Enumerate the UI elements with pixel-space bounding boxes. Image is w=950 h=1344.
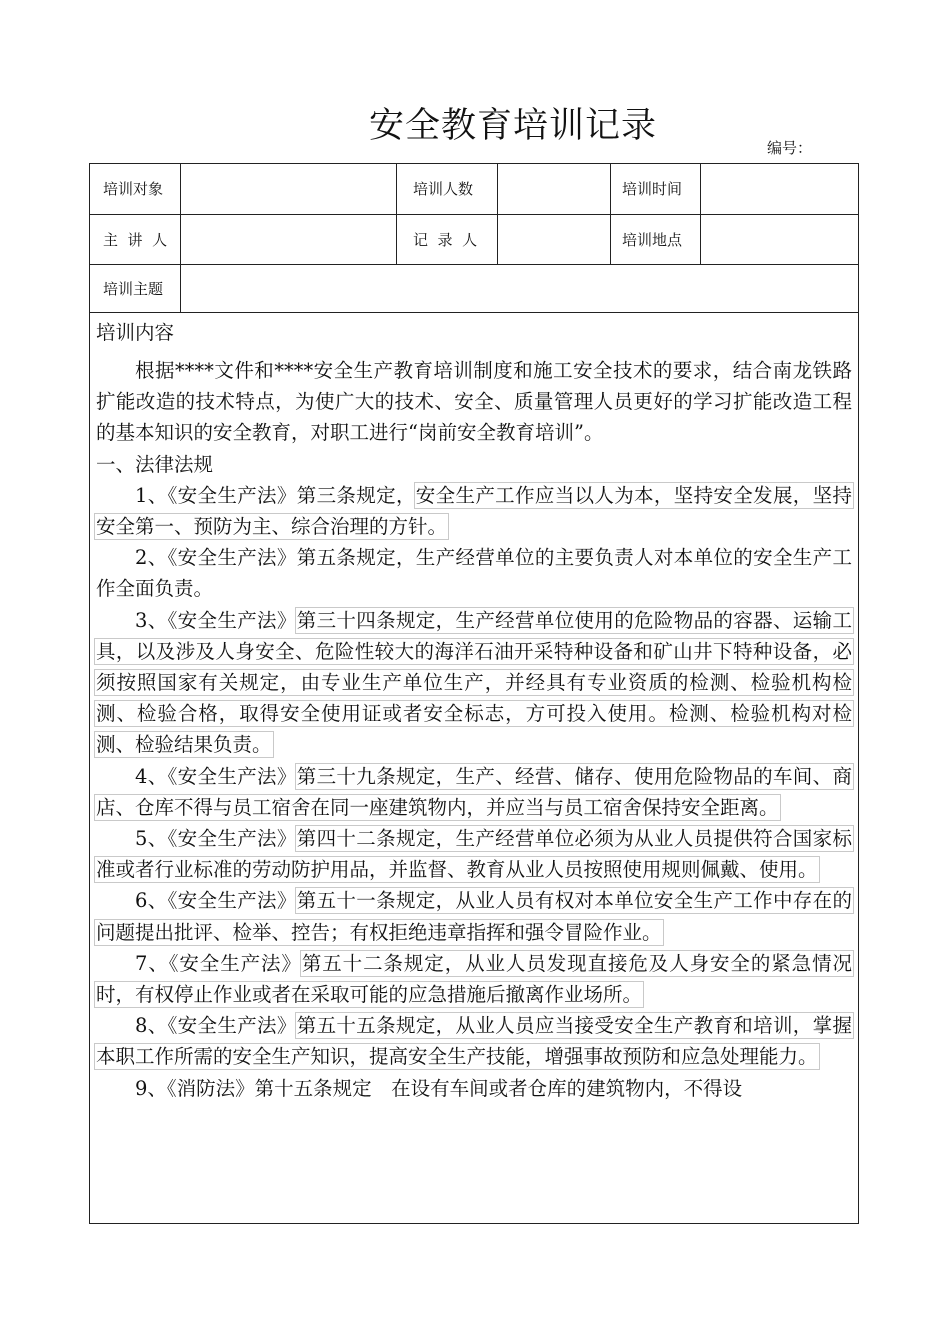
section-heading-laws: 一、法律法规 — [96, 452, 214, 476]
row-divider — [90, 214, 858, 215]
serial-number-label: 编号： — [767, 139, 813, 157]
law-item-body: 第五十一条规定，从业人员有权对本单位安全生产工作中存在的问题提出批评、检举、控告；有权拒绝违章指挥和强令冒险作业。 — [96, 889, 852, 944]
law-item-5 — [96, 823, 852, 885]
law-item-7 — [96, 948, 852, 1010]
law-item-body: 安全生产工作应当以人为本，坚持安全发展，坚持安全第一、预防为主、综合治理的方针。 — [96, 483, 852, 539]
law-item-1 — [96, 480, 852, 542]
law-item-body: 生产经营单位的主要负责人对本单位的安全生产工作全面负责。 — [96, 546, 852, 601]
law-item-prefix: 9、《消防法》第十五条规定 — [135, 1076, 392, 1100]
speaker-label: 主 讲 人 — [103, 231, 168, 249]
column-divider — [180, 164, 181, 312]
column-divider — [700, 164, 701, 264]
law-item-3 — [96, 605, 852, 761]
law-item-prefix: 7、《安全生产法》 — [135, 951, 302, 975]
column-divider — [396, 164, 397, 264]
law-item-8 — [96, 1010, 852, 1072]
law-item-prefix: 2、《安全生产法》第五条规定， — [135, 546, 416, 570]
law-item-body: 第五十二条规定，从业人员发现直接危及人身安全的紧急情况时，有权停止作业或者在采取可能的应急措施后撤离作业场所。 — [96, 951, 852, 1007]
training-count-label: 培训人数 — [413, 180, 474, 198]
row-divider — [90, 264, 858, 265]
law-item-prefix: 5、《安全生产法》 — [135, 827, 297, 851]
training-location-label: 培训地点 — [622, 231, 683, 249]
law-item-body: 第五十五条规定，从业人员应当接受安全生产教育和培训，掌握本职工作所需的安全生产知识，提高安全生产技能，增强事故预防和应急处理能力。 — [96, 1014, 852, 1069]
law-item-prefix: 6、《安全生产法》 — [135, 889, 297, 913]
law-item-4 — [96, 761, 852, 823]
recorder-label: 记 录 人 — [413, 231, 478, 249]
law-item-body: 第三十四条规定，生产经营单位使用的危险物品的容器、运输工具，以及涉及人身安全、危险性较大的海洋石油开采特种设备和矿山井下特种设备，必须按照国家有关规定，由专业生产单位生产，并经具有专业资质的检测、检验机构检测、检验合格，取得安全使用证或者安全标志，方可投入使用。检测、检验机构对检测、检验结果负责。 — [96, 608, 852, 757]
law-item-prefix: 8、《安全生产法》 — [135, 1014, 297, 1038]
column-divider — [497, 164, 498, 264]
law-item-2 — [96, 542, 852, 604]
law-item-body: 在设有车间或者仓库的建筑物内，不得设 — [391, 1076, 743, 1100]
training-time-label: 培训时间 — [622, 180, 683, 198]
training-content-section — [96, 318, 852, 1104]
law-item-6 — [96, 885, 852, 947]
intro-paragraph: 根据****文件和****安全生产教育培训制度和施工安全技术的要求，结合南龙铁路扩能改造的技术特点，为使广大的技术、安全、质量管理人员更好的学习扩能改造工程的基本知识的安全教育，对职工进行“岗前安全教育培训”。 — [96, 359, 852, 445]
row-divider — [90, 312, 858, 313]
law-item-prefix: 3、《安全生产法》 — [135, 608, 297, 632]
training-topic-label: 培训主题 — [103, 280, 164, 298]
law-item-prefix: 1、《安全生产法》第三条规定， — [135, 483, 416, 507]
column-divider — [610, 164, 611, 264]
law-item-9 — [96, 1073, 852, 1104]
document-title: 安全教育培训记录 — [368, 106, 657, 146]
law-item-body: 第四十二条规定，生产经营单位必须为从业人员提供符合国家标准或者行业标准的劳动防护用品，并监督、教育从业人员按照使用规则佩戴、使用。 — [96, 827, 852, 882]
training-content-heading: 培训内容 — [96, 321, 175, 344]
law-item-body: 第三十九条规定，生产、经营、储存、使用危险物品的车间、商店、仓库不得与员工宿舍在同一座建筑物内，并应当与员工宿舍保持安全距离。 — [96, 764, 852, 819]
law-item-prefix: 4、《安全生产法》 — [135, 764, 297, 788]
training-audience-label: 培训对象 — [103, 180, 164, 198]
